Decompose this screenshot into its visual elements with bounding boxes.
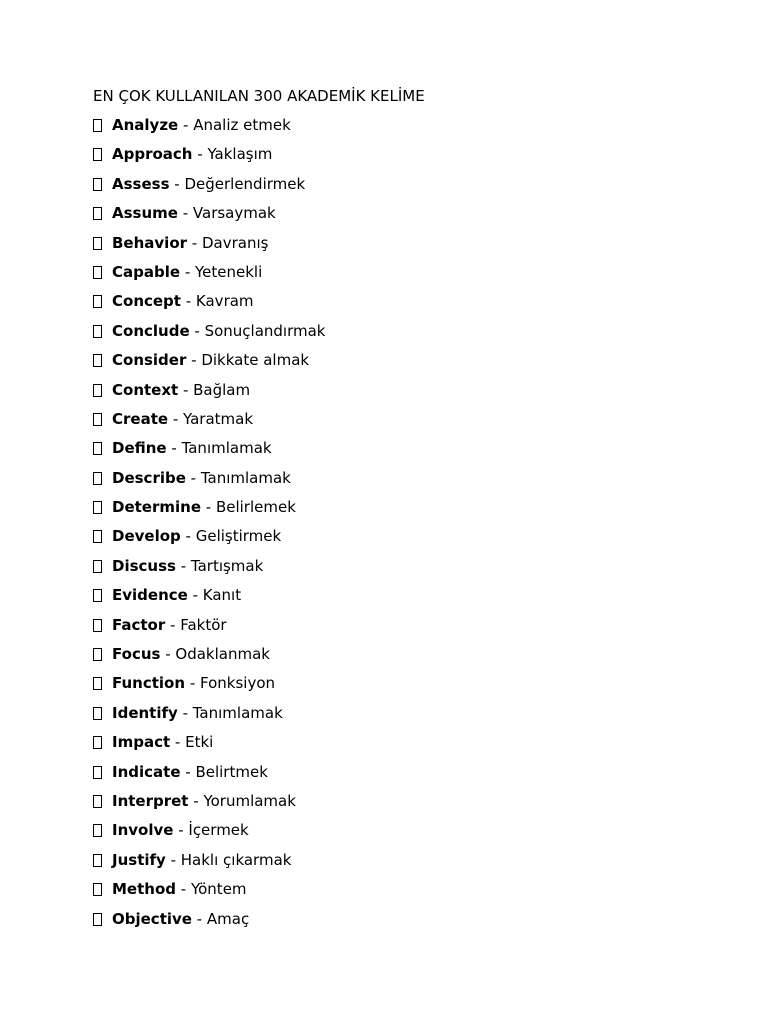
translation-label: Yaklaşım bbox=[207, 145, 273, 164]
term-separator: - bbox=[186, 351, 202, 370]
list-item bbox=[93, 733, 326, 762]
missing-glyph-box-icon bbox=[93, 795, 102, 808]
term-separator: - bbox=[192, 145, 208, 164]
term-separator: - bbox=[189, 321, 205, 340]
missing-glyph-box-icon bbox=[93, 207, 102, 220]
term-separator: - bbox=[160, 645, 176, 664]
translation-label: Fonksiyon bbox=[200, 674, 276, 693]
missing-glyph-box-icon bbox=[93, 354, 102, 367]
list-item bbox=[93, 410, 326, 439]
term-label: Objective bbox=[112, 909, 192, 928]
list-item bbox=[93, 175, 326, 204]
term-label: Assume bbox=[112, 204, 178, 223]
term-separator: - bbox=[165, 850, 181, 869]
term-label: Indicate bbox=[112, 762, 181, 781]
list-item bbox=[93, 763, 326, 792]
translation-label: Geliştirmek bbox=[195, 527, 282, 546]
missing-glyph-box-icon bbox=[93, 736, 102, 749]
missing-glyph-box-icon bbox=[93, 266, 102, 279]
translation-label: Varsaymak bbox=[192, 204, 276, 223]
translation-label: Tanımlamak bbox=[192, 703, 283, 722]
translation-label: Dikkate almak bbox=[201, 351, 310, 370]
term-separator: - bbox=[168, 409, 183, 428]
missing-glyph-box-icon bbox=[93, 619, 102, 632]
missing-glyph-box-icon bbox=[93, 913, 102, 926]
term-label: Conclude bbox=[112, 321, 190, 340]
translation-label: Davranış bbox=[201, 233, 269, 252]
term-separator: - bbox=[173, 821, 189, 840]
term-separator: - bbox=[177, 204, 193, 223]
list-item bbox=[93, 145, 326, 174]
term-separator: - bbox=[187, 233, 202, 252]
term-label: Develop bbox=[112, 527, 181, 546]
list-item bbox=[93, 322, 326, 351]
term-separator: - bbox=[178, 116, 194, 134]
missing-glyph-box-icon bbox=[93, 295, 102, 308]
term-label: Evidence bbox=[112, 586, 188, 605]
term-label: Factor bbox=[112, 615, 166, 634]
term-label: Determine bbox=[112, 498, 201, 517]
term-separator: - bbox=[201, 498, 216, 517]
document-title: EN ÇOK KULLANILAN 300 AKADEMİK KELİME bbox=[93, 87, 425, 105]
list-item bbox=[93, 439, 326, 468]
list-item bbox=[93, 821, 326, 850]
translation-label: Analiz etmek bbox=[193, 116, 291, 134]
list-item bbox=[93, 498, 326, 527]
missing-glyph-box-icon bbox=[93, 501, 102, 514]
term-label: Method bbox=[112, 880, 176, 899]
term-separator: - bbox=[191, 909, 207, 928]
list-item bbox=[93, 616, 326, 645]
term-label: Consider bbox=[112, 351, 187, 370]
term-label: Discuss bbox=[112, 556, 176, 575]
list-item bbox=[93, 586, 326, 615]
missing-glyph-box-icon bbox=[93, 589, 102, 602]
list-item bbox=[93, 469, 326, 498]
term-label: Context bbox=[112, 380, 179, 399]
term-separator: - bbox=[180, 292, 196, 311]
translation-label: İçermek bbox=[188, 821, 249, 840]
term-label: Identify bbox=[112, 703, 178, 722]
term-label: Involve bbox=[112, 821, 174, 840]
term-separator: - bbox=[180, 527, 196, 546]
term-label: Interpret bbox=[112, 791, 189, 810]
list-item bbox=[93, 557, 326, 586]
translation-label: Yorumlamak bbox=[203, 791, 296, 810]
list-item bbox=[93, 234, 326, 263]
term-label: Concept bbox=[112, 292, 181, 311]
list-item bbox=[93, 263, 326, 292]
term-separator: - bbox=[180, 262, 195, 281]
missing-glyph-box-icon bbox=[93, 413, 102, 426]
list-item bbox=[93, 851, 326, 880]
missing-glyph-box-icon bbox=[93, 442, 102, 455]
missing-glyph-box-icon bbox=[93, 824, 102, 837]
missing-glyph-box-icon bbox=[93, 677, 102, 690]
translation-label: Kanıt bbox=[202, 586, 242, 605]
term-label: Justify bbox=[112, 850, 166, 869]
list-item bbox=[93, 292, 326, 321]
term-separator: - bbox=[185, 674, 200, 693]
missing-glyph-box-icon bbox=[93, 530, 102, 543]
term-separator: - bbox=[185, 468, 201, 487]
term-label: Describe bbox=[112, 468, 186, 487]
term-separator: - bbox=[188, 791, 204, 810]
translation-label: Kavram bbox=[195, 292, 254, 311]
translation-label: Tartışmak bbox=[190, 556, 264, 575]
term-separator: - bbox=[176, 880, 191, 899]
translation-label: Etki bbox=[185, 733, 214, 752]
missing-glyph-box-icon bbox=[93, 325, 102, 338]
missing-glyph-box-icon bbox=[93, 560, 102, 573]
term-separator: - bbox=[187, 586, 203, 605]
missing-glyph-box-icon bbox=[93, 472, 102, 485]
list-item bbox=[93, 381, 326, 410]
list-item bbox=[93, 674, 326, 703]
translation-label: Belirtmek bbox=[195, 762, 268, 781]
list-item bbox=[93, 351, 326, 380]
missing-glyph-box-icon bbox=[93, 883, 102, 896]
translation-label: Değerlendirmek bbox=[184, 174, 306, 193]
translation-label: Yetenekli bbox=[195, 262, 263, 281]
term-label: Create bbox=[112, 409, 169, 428]
list-item bbox=[93, 704, 326, 733]
list-item bbox=[93, 204, 326, 233]
term-separator: - bbox=[180, 762, 196, 781]
list-item bbox=[93, 645, 326, 674]
list-item bbox=[93, 116, 326, 145]
translation-label: Bağlam bbox=[193, 380, 251, 399]
missing-glyph-box-icon bbox=[93, 178, 102, 191]
missing-glyph-box-icon bbox=[93, 854, 102, 867]
term-label: Approach bbox=[112, 145, 193, 164]
missing-glyph-box-icon bbox=[93, 119, 102, 132]
translation-label: Belirlemek bbox=[215, 498, 296, 517]
list-item bbox=[93, 880, 326, 909]
list-item bbox=[93, 910, 326, 939]
missing-glyph-box-icon bbox=[93, 707, 102, 720]
missing-glyph-box-icon bbox=[93, 237, 102, 250]
translation-label: Sonuçlandırmak bbox=[204, 321, 326, 340]
translation-label: Amaç bbox=[206, 909, 250, 928]
translation-label: Tanımlamak bbox=[200, 468, 291, 487]
missing-glyph-box-icon bbox=[93, 648, 102, 661]
translation-label: Yaratmak bbox=[183, 409, 254, 428]
term-separator: - bbox=[166, 439, 182, 458]
term-label: Capable bbox=[112, 262, 181, 281]
term-separator: - bbox=[178, 380, 194, 399]
term-label: Function bbox=[112, 674, 186, 693]
translation-label: Yöntem bbox=[190, 880, 247, 899]
translation-label: Haklı çıkarmak bbox=[180, 850, 292, 869]
term-label: Behavior bbox=[112, 233, 188, 252]
vocabulary-list bbox=[93, 116, 326, 939]
translation-label: Tanımlamak bbox=[181, 439, 272, 458]
term-separator: - bbox=[170, 733, 186, 752]
translation-label: Faktör bbox=[180, 615, 227, 634]
list-item bbox=[93, 527, 326, 556]
term-label: Define bbox=[112, 439, 167, 458]
missing-glyph-box-icon bbox=[93, 148, 102, 161]
translation-label: Odaklanmak bbox=[175, 645, 270, 664]
term-separator: - bbox=[165, 615, 181, 634]
term-label: Impact bbox=[112, 733, 171, 752]
term-separator: - bbox=[169, 174, 185, 193]
term-separator: - bbox=[177, 703, 193, 722]
term-label: Focus bbox=[112, 645, 161, 664]
term-label: Analyze bbox=[112, 116, 179, 134]
missing-glyph-box-icon bbox=[93, 766, 102, 779]
term-label: Assess bbox=[112, 174, 170, 193]
term-separator: - bbox=[175, 556, 191, 575]
missing-glyph-box-icon bbox=[93, 384, 102, 397]
list-item bbox=[93, 792, 326, 821]
